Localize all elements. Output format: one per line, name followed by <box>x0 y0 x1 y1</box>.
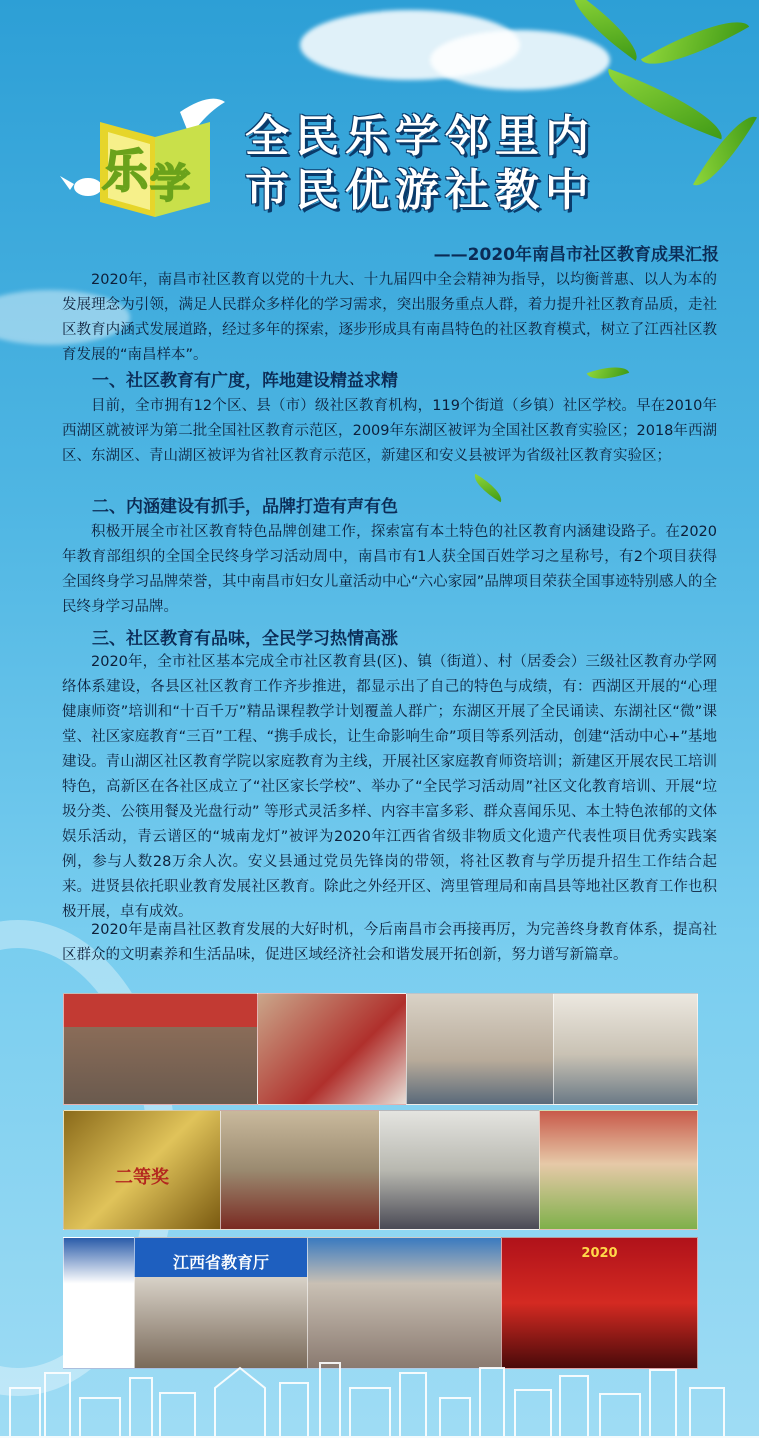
section-3-body: 2020年，全市社区基本完成全市社区教育县(区)、镇（街道）、村（居委会）三级社区教育办学网络体系建设，各县区社区教育工作齐步推进，都显示出了自己的特色与成绩，有：西湖区开展的“心理健康师资”培训和“十百千万”精品课程教学计划覆盖人群广；东湖区开展了全民诵读、东湖社区“微”课堂、社区家庭教育“三百”工程、“携手成长，让生命影响生命”项目等系列活动，创建“活动中心+”基地建设。青山湖区社区教育学院以家庭教育为主线，开展社区家庭教育师资培训；新建区开展农民工培训特色，高新区在各社区成立了“社区家长学校”、举办了“全民学习活动周”社区文化教育培训、开展“垃圾分类、公筷用餐及光盘行动” 等形式灵活多样、内容丰富多彩、群众喜闻乐见、本土特色浓郁的文体娱乐活动，青云谱区的“城南龙灯”被评为2020年江西省省级非物质文化遗产代表性项目优秀实践案例，参与人数28万余人次。安义县通过党员先锋岗的带领，将社区教育与学历提升招生工作结合起来。进贤县依托职业教育发展社区教育。除此之外经开区、湾里管理局和南昌县等地社区教育工作也积极开展，卓有成效。 <box>62 654 717 920</box>
photo-mobile-app <box>63 1237 135 1369</box>
photo-lecture-hall <box>220 1110 380 1230</box>
photo-education-office <box>134 1237 308 1369</box>
photo-meeting <box>553 993 698 1105</box>
section-1-body: 目前，全市拥有12个区、县（市）级社区教育机构，119个街道（乡镇）社区学校。早在2010年西湖区就被评为第二批全国社区教育示范区，2009年东湖区被评为全国社区教育实验区；2018年西湖区、东湖区、青山湖区被评为省社区教育示范区，新建区和安义县被评为省级社区教育实验区； <box>62 398 717 464</box>
photo-group-event <box>539 1110 698 1230</box>
poster-subtitle: ——2020年南昌市社区教育成果汇报 <box>433 245 719 265</box>
svg-text:乐: 乐 <box>102 144 148 198</box>
title-line-1: 全民乐学邻里内 <box>245 111 595 162</box>
cloud <box>430 30 610 90</box>
section-3-heading: 三、社区教育有品味，全民学习热情高涨 <box>92 629 398 649</box>
award-text: 二等奖 <box>115 1167 169 1188</box>
photo-dance-class <box>63 993 258 1105</box>
section-1-heading: 一、社区教育有广度，阵地建设精益求精 <box>92 371 398 391</box>
title-line-2: 市民优游社教中 <box>245 165 595 216</box>
photo-health-check <box>257 993 407 1105</box>
conclusion-paragraph: 2020年是南昌社区教育发展的大好时机，今后南昌市会再接再厉，为完善终身教育体系，提高社区群众的文明素养和生活品味，促进区域经济社会和谐发展开拓创新，努力谱写新篇章。 <box>62 922 717 963</box>
festival-year: 2020 <box>581 1246 618 1261</box>
city-skyline-illustration <box>0 1358 759 1438</box>
bamboo-leaf-icon <box>599 69 731 140</box>
photo-award-plaque <box>63 1110 221 1230</box>
section-2-body: 积极开展全市社区教育特色品牌创建工作，探索富有本土特色的社区教育内涵建设路子。在2020年教育部组织的全国全民终身学习活动周中，南昌市有1人获全国百姓学习之星称号，有2个项目获得全国终身学习品牌荣誉，其中南昌市妇女儿童活动中心“六心家园”品牌项目荣获全国事迹特别感人的全民终身学习品牌。 <box>62 524 717 615</box>
study-logo <box>60 92 230 222</box>
photo-workshop <box>307 1237 502 1369</box>
photo-classroom <box>406 993 554 1105</box>
photo-performance <box>501 1237 698 1369</box>
office-sign: 江西省教育厅 <box>172 1253 269 1272</box>
section-2-heading: 二、内涵建设有抓手，品牌打造有声有色 <box>92 497 398 517</box>
intro-paragraph: 2020年，南昌市社区教育以党的十九大、十九届四中全会精神为指导，以均衡普惠、以人为本的发展理念为引领，满足人民群众多样化的学习需求，突出服务重点人群，着力提升社区教育品质，走社区教育内涵式发展道路，经过多年的探索，逐步形成具有南昌特色的社区教育模式，树立了江西社区教育发展的“南昌样本”。 <box>62 272 717 363</box>
bamboo-leaf-icon <box>641 4 749 82</box>
photo-training-room <box>379 1110 540 1230</box>
svg-text:学: 学 <box>150 161 190 207</box>
poster-title <box>245 110 595 218</box>
leaf-icon <box>469 474 506 502</box>
